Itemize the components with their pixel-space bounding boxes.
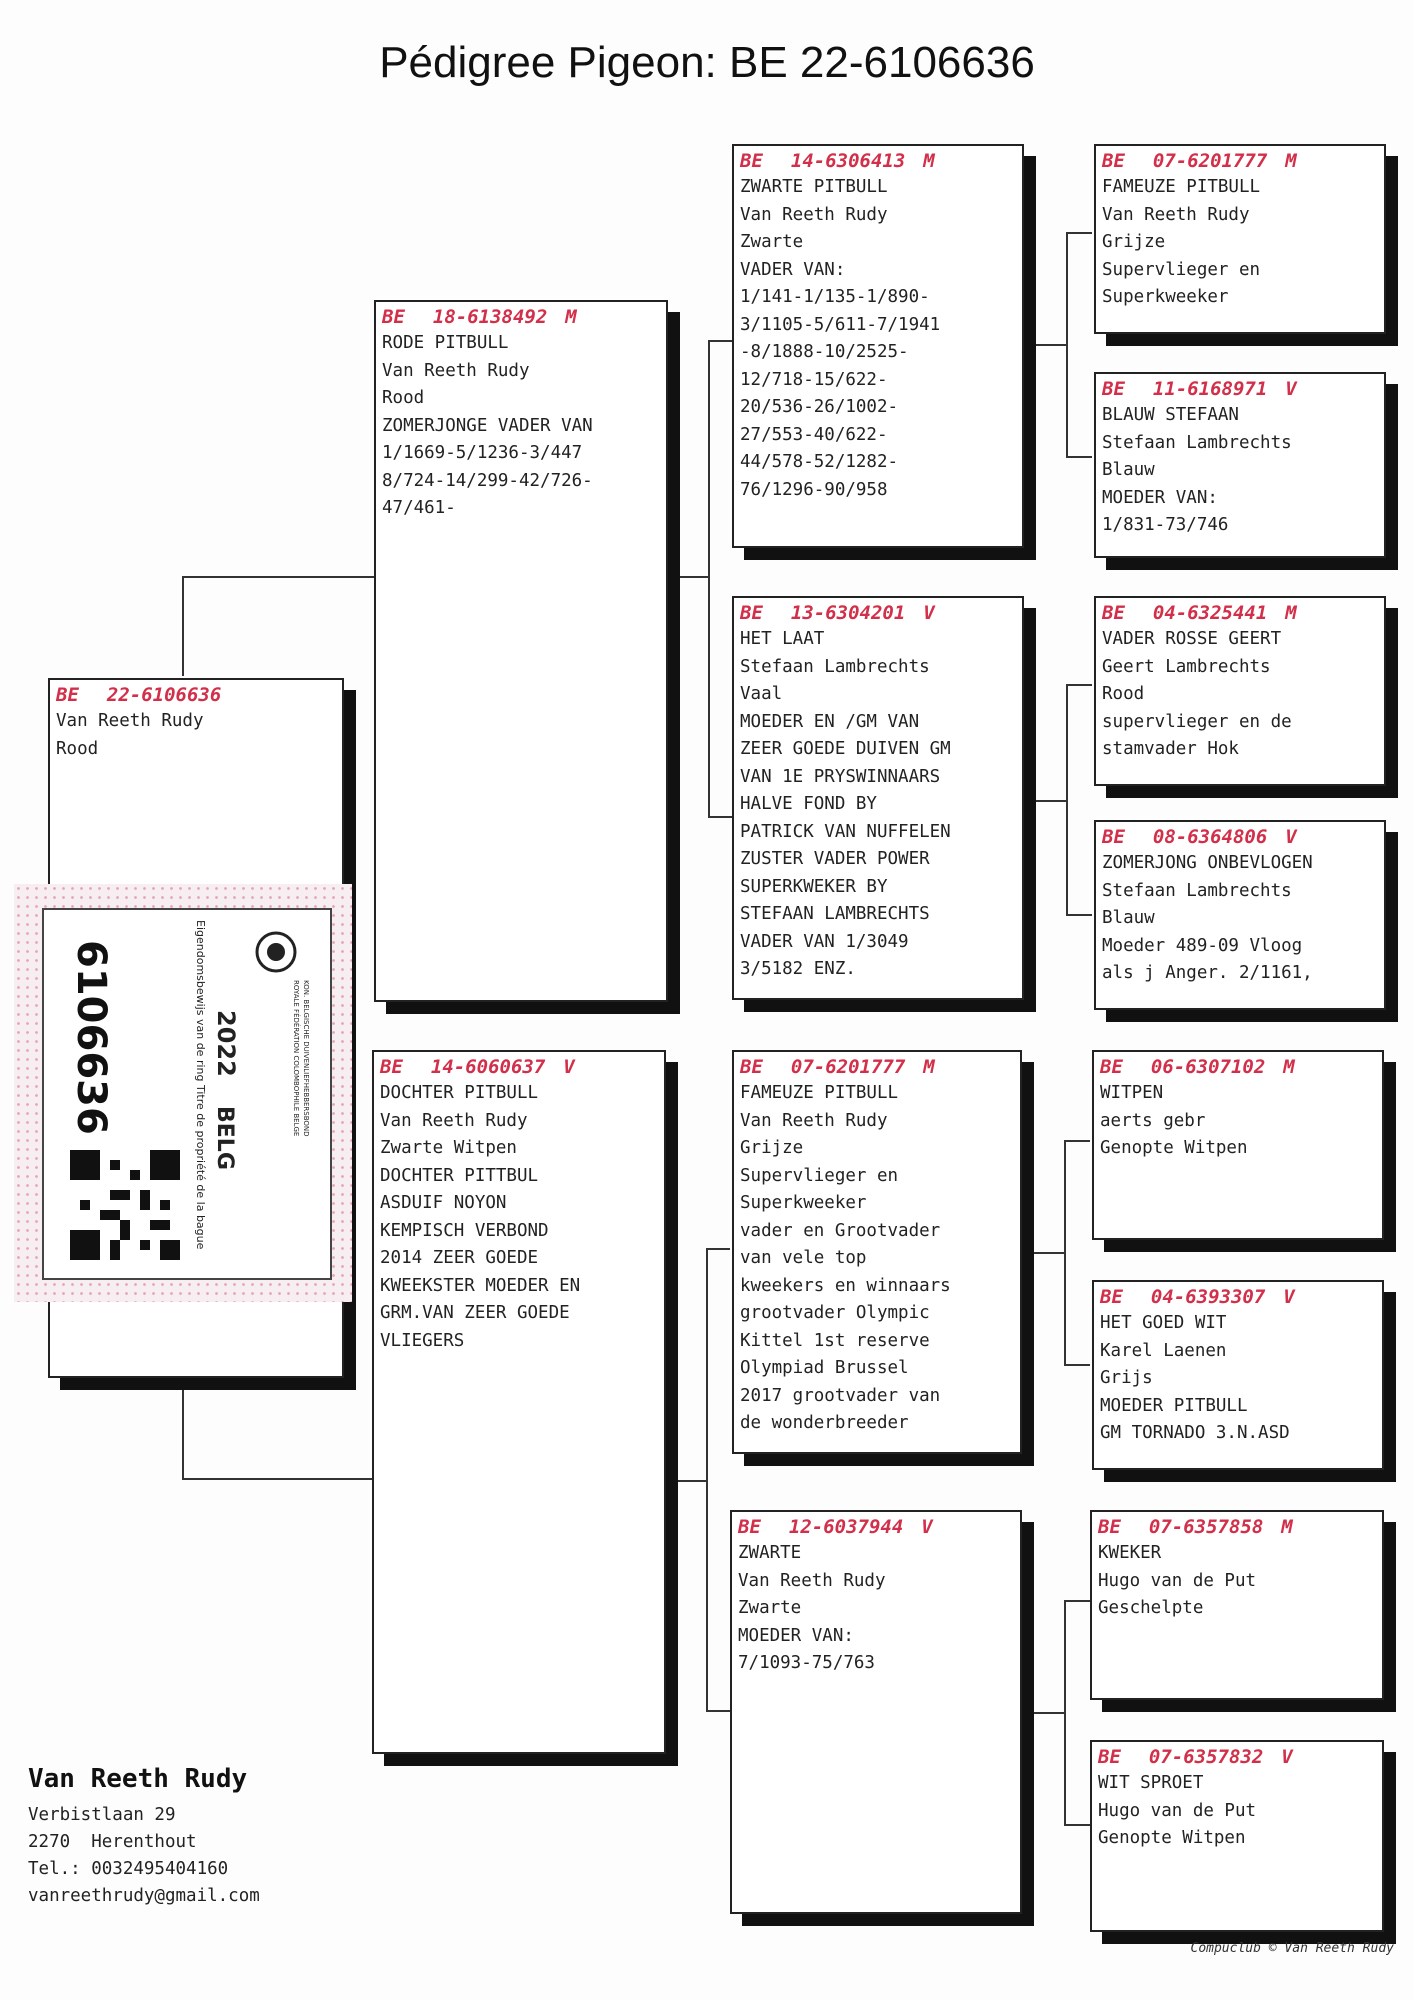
owner-name: Van Reeth Rudy (28, 1764, 248, 1794)
pigeon-info-line: Stefaan Lambrechts (740, 656, 930, 677)
pigeon-info-line: Van Reeth Rudy (382, 360, 530, 381)
pigeon-info-line: VLIEGERS (380, 1330, 465, 1351)
pigeon-box-gm-paternal (732, 596, 1024, 1000)
pigeon-info-line: Zwarte Witpen (380, 1138, 517, 1158)
pigeon-info-line: FAMEUZE PITBULL (1102, 177, 1261, 197)
connector (182, 576, 184, 676)
pigeon-box-ggp-5 (1092, 1050, 1384, 1240)
connector (1064, 1140, 1090, 1142)
pigeon-info-line: ZOMERJONGE VADER VAN (382, 415, 593, 436)
ring-number: BE 04-6393307 V (1100, 1286, 1295, 1308)
pigeon-info-line: 2017 grootvader van (740, 1385, 941, 1406)
pigeon-info-line: DOCHTER PITTBUL (380, 1165, 539, 1186)
federation-logo-icon (254, 930, 298, 974)
pigeon-info-line: Genopte Witpen (1098, 1828, 1246, 1848)
pigeon-box-ggp-8 (1090, 1740, 1384, 1932)
ring-number: BE 18-6138492 M (382, 306, 577, 328)
pigeon-info-line: Superkweeker (1102, 287, 1229, 307)
ring-number: BE 07-6201777 M (740, 1056, 935, 1078)
pigeon-info-line: vader en Grootvader (740, 1220, 941, 1241)
pigeon-info-line: GRM.VAN ZEER GOEDE (380, 1303, 570, 1323)
pigeon-info-line: Grijze (1102, 232, 1166, 252)
ring-number: BE 11-6168971 V (1102, 378, 1297, 400)
pigeon-info-line: 44/578-52/1282- (740, 452, 899, 472)
pigeon-box-mother (372, 1050, 666, 1754)
ring-number: BE 14-6306413 M (740, 150, 935, 172)
ring-card-federation-fr: ROYALE FÉDÉRATION COLOMBOPHILE BELGE (292, 980, 300, 1137)
pigeon-info-line: 1/1669-5/1236-3/447 (382, 443, 583, 463)
pigeon-info-line: VAN 1E PRYSWINNAARS (740, 766, 941, 787)
pigeon-info-line: Van Reeth Rudy (1102, 204, 1250, 225)
connector (182, 576, 374, 578)
pigeon-info-line: Moeder 489-09 Vloog (1102, 935, 1303, 956)
pigeon-info-line: MOEDER VAN: (1102, 487, 1218, 508)
pigeon-info-line: Hugo van de Put (1098, 1800, 1257, 1821)
pigeon-box-ggp-4 (1094, 820, 1386, 1010)
ring-card-country: BELG (212, 1106, 237, 1170)
pigeon-box-gm-maternal (730, 1510, 1022, 1914)
pigeon-info-line: VADER VAN 1/3049 (740, 931, 909, 952)
pigeon-info-line: ZOMERJONG ONBEVLOGEN (1102, 853, 1313, 873)
owner-street: Verbistlaan 29 (28, 1805, 176, 1825)
connector (708, 816, 732, 818)
pigeon-info-line: KWEEKSTER MOEDER EN (380, 1275, 581, 1296)
pigeon-info-line: 20/536-26/1002- (740, 397, 899, 417)
pigeon-info-line: grootvader Olympic (740, 1303, 930, 1323)
ring-number: BE 07-6201777 M (1102, 150, 1297, 172)
pigeon-info-line: MOEDER VAN: (738, 1625, 854, 1646)
pigeon-info-line: Blauw (1102, 908, 1155, 928)
connector (1026, 800, 1068, 802)
pigeon-info-line: Rood (382, 388, 425, 408)
connector (1066, 684, 1068, 916)
pigeon-info-line: HET LAAT (740, 629, 825, 649)
pigeon-info-line: ASDUIF NOYON (380, 1193, 507, 1213)
pigeon-box-ggp-1 (1094, 144, 1386, 334)
pigeon-info-line: ZWARTE (738, 1543, 802, 1563)
pigeon-info-line: Supervlieger en (1102, 259, 1261, 280)
ring-number: BE 22-6106636 (56, 684, 222, 706)
pigeon-info-line: 76/1296-90/958 (740, 479, 888, 500)
pigeon-info-line: Van Reeth Rudy (740, 204, 888, 225)
pigeon-info-line: kweekers en winnaars (740, 1275, 951, 1296)
pigeon-info-line: Zwarte (738, 1598, 802, 1618)
pigeon-info-line: 3/5182 ENZ. (740, 959, 856, 979)
pigeon-info-line: supervlieger en de (1102, 711, 1292, 732)
page-title: Pédigree Pigeon: BE 22-6106636 (379, 38, 1035, 87)
pigeon-info-line: Zwarte (740, 232, 804, 252)
pigeon-info-line: KEMPISCH VERBOND (380, 1220, 549, 1241)
pigeon-box-gf-maternal (732, 1050, 1022, 1454)
pigeon-info-line: 1/831-73/746 (1102, 515, 1229, 535)
ring-number: BE 07-6357858 M (1098, 1516, 1293, 1538)
pigeon-box-ggp-2 (1094, 372, 1386, 558)
pigeon-info-line: Vaal (740, 684, 783, 704)
pigeon-info-line: van vele top (740, 1248, 867, 1268)
pigeon-box-ggp-7 (1090, 1510, 1384, 1700)
ring-number: BE 08-6364806 V (1102, 826, 1297, 848)
pigeon-info-line: Grijs (1100, 1368, 1153, 1388)
pigeon-info-line: RODE PITBULL (382, 333, 509, 353)
connector (706, 1248, 730, 1250)
pigeon-info-line: SUPERKWEKER BY (740, 876, 888, 897)
connector (182, 1478, 374, 1480)
connector (1066, 232, 1092, 234)
pigeon-info-line: Geert Lambrechts (1102, 656, 1271, 677)
pigeon-info-line: -8/1888-10/2525- (740, 342, 909, 362)
pigeon-info-line: Rood (56, 738, 99, 759)
ring-number: BE 04-6325441 M (1102, 602, 1297, 624)
pigeon-info-line: MOEDER EN /GM VAN (740, 711, 920, 732)
pigeon-info-line: 8/724-14/299-42/726- (382, 470, 593, 491)
ring-card-ownership: Eigendomsbewijs van de ring Titre de propriété de la bague (194, 920, 207, 1250)
ring-card-face (42, 908, 332, 1280)
pigeon-info-line: Grijze (740, 1138, 804, 1158)
owner-email: vanreethrudy@gmail.com (28, 1886, 260, 1906)
pigeon-info-line: Geschelpte (1098, 1598, 1204, 1618)
pigeon-info-line: Van Reeth Rudy (740, 1110, 888, 1131)
ring-number: BE 12-6037944 V (738, 1516, 933, 1538)
pigeon-box-ggp-3 (1094, 596, 1386, 786)
qr-code-icon (70, 1150, 180, 1260)
pigeon-info-line: KWEKER (1098, 1543, 1162, 1563)
pigeon-info-line: VADER ROSSE GEERT (1102, 629, 1282, 649)
pigeon-info-line: Stefaan Lambrechts (1102, 432, 1292, 453)
pigeon-info-line: WIT SPROET (1098, 1773, 1204, 1793)
connector (708, 340, 732, 342)
pigeon-info-line: Hugo van de Put (1098, 1570, 1257, 1591)
connector (1064, 1824, 1090, 1826)
connector (708, 340, 710, 818)
pigeon-info-line: 7/1093-75/763 (738, 1653, 875, 1673)
pigeon-info-line: als j Anger. 2/1161, (1102, 963, 1313, 983)
connector (1064, 1600, 1066, 1826)
pigeon-info-line: DOCHTER PITBULL (380, 1083, 539, 1103)
pigeon-info-line: HALVE FOND BY (740, 794, 877, 814)
pigeon-info-line: PATRICK VAN NUFFELEN (740, 821, 951, 842)
connector (1066, 684, 1092, 686)
pigeon-info-line: Kittel 1st reserve (740, 1330, 930, 1351)
ring-ownership-card (14, 884, 352, 1302)
software-credit: Compuclub © Van Reeth Rudy (1190, 1941, 1394, 1956)
pigeon-info-line: Van Reeth Rudy (380, 1110, 528, 1131)
connector (1064, 1600, 1090, 1602)
connector (664, 1480, 708, 1482)
pigeon-info-line: FAMEUZE PITBULL (740, 1083, 899, 1103)
ring-card-federation: KON. BELGISCHE DUIVENLIEFHEBBERSBOND (302, 980, 310, 1137)
pigeon-info-line: WITPEN (1100, 1083, 1164, 1103)
connector (1064, 1140, 1066, 1366)
pigeon-box-father (374, 300, 668, 1002)
pigeon-info-line: STEFAAN LAMBRECHTS (740, 904, 930, 924)
pigeon-info-line: de wonderbreeder (740, 1413, 909, 1433)
owner-city: 2270 Herenthout (28, 1832, 197, 1852)
ring-number: BE 07-6357832 V (1098, 1746, 1293, 1768)
pigeon-info-line: aerts gebr (1100, 1110, 1206, 1131)
pigeon-info-line: Van Reeth Rudy (56, 711, 204, 731)
connector (706, 1248, 708, 1712)
pigeon-info-line: ZEER GOEDE DUIVEN GM (740, 739, 951, 759)
connector (706, 1710, 730, 1712)
pigeon-info-line: HET GOED WIT (1100, 1313, 1227, 1333)
pigeon-info-line: Superkweeker (740, 1193, 867, 1213)
pigeon-info-line: 12/718-15/622- (740, 369, 888, 390)
pigeon-info-line: 1/141-1/135-1/890- (740, 287, 930, 307)
pigeon-info-line: Olympiad Brussel (740, 1358, 909, 1378)
pigeon-info-line: Van Reeth Rudy (738, 1570, 886, 1591)
pigeon-info-line: Rood (1102, 684, 1145, 704)
pigeon-info-line: ZWARTE PITBULL (740, 177, 888, 197)
pigeon-info-line: VADER VAN: (740, 259, 846, 280)
ring-card-year: 2022 (212, 1010, 240, 1077)
connector (1064, 1364, 1090, 1366)
ring-card-number: 6106636 (68, 940, 114, 1135)
pigeon-info-line: 47/461- (382, 498, 456, 518)
connector (1022, 1712, 1066, 1714)
pigeon-info-line: Blauw (1102, 460, 1155, 480)
pigeon-info-line: GM TORNADO 3.N.ASD (1100, 1423, 1290, 1443)
pigeon-info-line: Genopte Witpen (1100, 1138, 1248, 1158)
connector (1066, 456, 1092, 458)
pigeon-info-line: 27/553-40/622- (740, 424, 888, 445)
pigeon-info-line: BLAUW STEFAAN (1102, 405, 1239, 425)
connector (1026, 344, 1068, 346)
connector (182, 1378, 184, 1478)
pigeon-box-gf-paternal (732, 144, 1024, 548)
pigeon-info-line: MOEDER PITBULL (1100, 1395, 1248, 1416)
connector (666, 576, 710, 578)
pigeon-info-line: Karel Laenen (1100, 1340, 1227, 1361)
ring-number: BE 13-6304201 V (740, 602, 935, 624)
connector (1066, 914, 1092, 916)
connector (1066, 232, 1068, 458)
pigeon-info-line: stamvader Hok (1102, 739, 1239, 759)
owner-phone: Tel.: 0032495404160 (28, 1859, 229, 1879)
pigeon-info-line: 2014 ZEER GOEDE (380, 1248, 539, 1268)
ring-number: BE 14-6060637 V (380, 1056, 575, 1078)
connector (1022, 1252, 1066, 1254)
pigeon-info-line: Supervlieger en (740, 1165, 899, 1186)
pigeon-info-line: ZUSTER VADER POWER (740, 849, 930, 869)
pigeon-info-line: Stefaan Lambrechts (1102, 880, 1292, 901)
ring-number: BE 06-6307102 M (1100, 1056, 1295, 1078)
pigeon-box-ggp-6 (1092, 1280, 1384, 1470)
pigeon-info-line: 3/1105-5/611-7/1941 (740, 314, 941, 335)
